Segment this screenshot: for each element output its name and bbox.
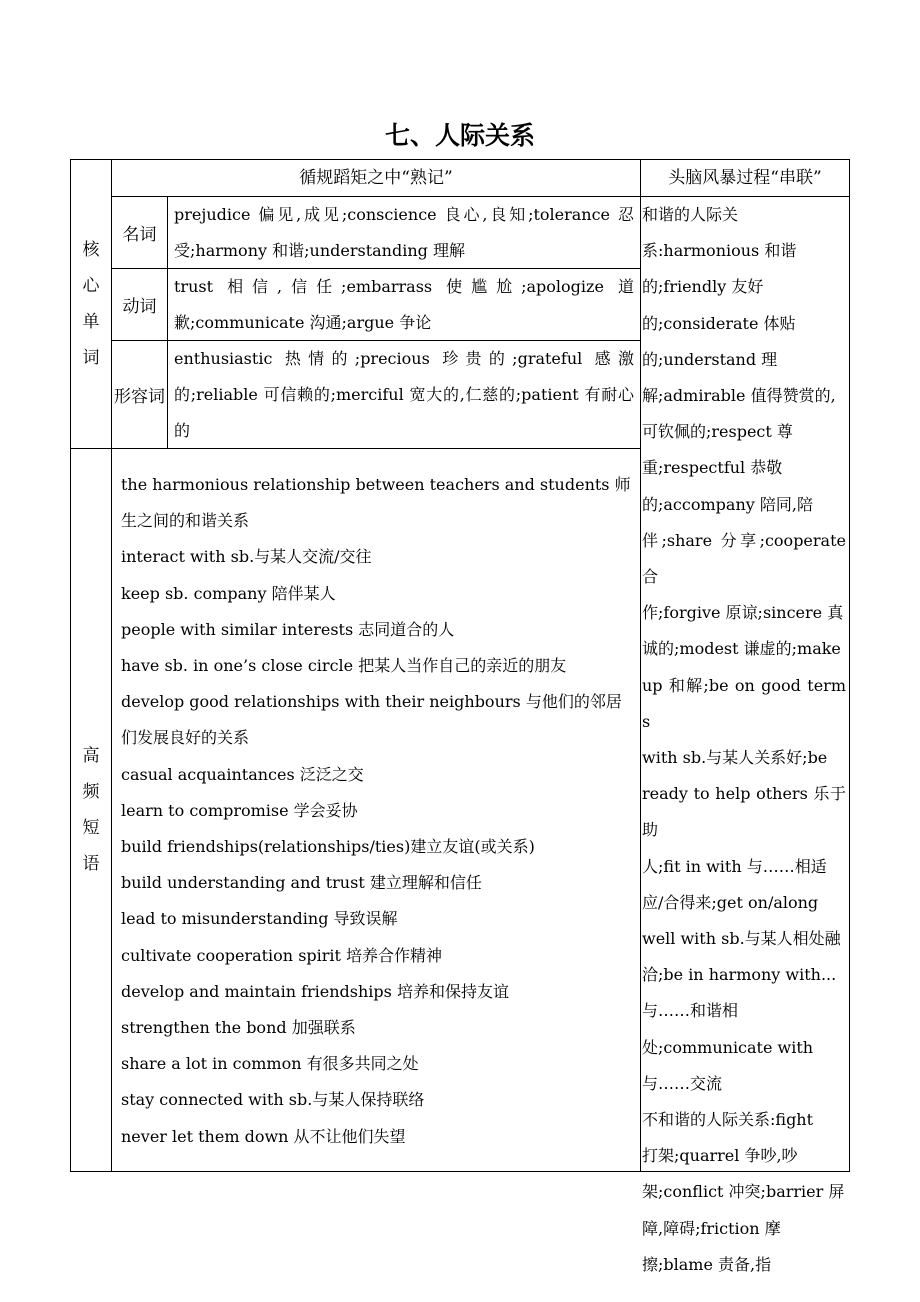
phrase-item: the harmonious relationship between teachers and students 师生之间的和谐关系	[121, 475, 631, 531]
pos-cell-verb	[112, 269, 167, 340]
phrase-item: build understanding and trust 建立理解和信任	[121, 873, 482, 893]
words-adjective-text: enthusiastic 热情的;precious 珍贵的;grateful 感激的;reliable 可信赖的;merciful 宽大的,仁慈的;patient 有耐心的	[174, 349, 634, 440]
phrase-item: never let them down 从不让他们失望	[121, 1126, 406, 1146]
brainstorm-line: 的;friendly 友好	[642, 277, 764, 297]
brainstorm-line: 处;communicate with	[642, 1037, 814, 1057]
brainstorm-line: 不和谐的人际关系:fight	[642, 1110, 814, 1130]
phrase-item: have sb. in one’s close circle 把某人当作自己的亲近的朋友	[121, 656, 567, 676]
brainstorm-line: up 和解;be on good terms	[642, 675, 846, 731]
phrase-item: keep sb. company 陪伴某人	[121, 583, 336, 603]
phrase-item: stay connected with sb.与某人保持联络	[121, 1090, 425, 1110]
brainstorm-line: 伴;share 分享;cooperate 合	[642, 530, 846, 587]
brainstorm-line: 的;understand 理	[642, 349, 778, 369]
table-border	[849, 159, 850, 1172]
phrase-item: develop and maintain friendships 培养和保持友谊	[121, 981, 509, 1001]
brainstorm-line: 解;admirable 值得赞赏的,	[642, 386, 836, 406]
brainstorm-line: 应/合得来;get on/along	[642, 892, 819, 912]
brainstorm-line: 障,障碍;friction 摩	[642, 1218, 781, 1238]
brainstorm-line: 擦;blame 责备,指	[642, 1254, 772, 1274]
page-title: 七、人际关系	[384, 121, 535, 150]
brainstorm-line: well with sb.与某人相处融	[642, 929, 841, 949]
phrases-label-cell	[71, 449, 111, 1171]
phrase-item: share a lot in common 有很多共同之处	[121, 1054, 419, 1074]
brainstorm-line: 和谐的人际关	[642, 205, 739, 224]
brainstorm-line: 与……和谐相	[642, 1001, 739, 1021]
phrase-item: strengthen the bond 加强联系	[121, 1018, 356, 1038]
words-noun-text: prejudice 偏见,成见;conscience 良心,良知;tolerance 忍受;harmony 和谐;understanding 理解	[174, 205, 634, 260]
phrase-item: lead to misunderstanding 导致误解	[121, 909, 398, 929]
core-words-label-cell	[71, 160, 111, 448]
brainstorm-line: 系:harmonious 和谐	[642, 241, 797, 261]
brainstorm-line: 作;forgive 原谅;sincere 真	[642, 603, 844, 623]
brainstorm-line: 与……交流	[642, 1073, 723, 1093]
brainstorm-line: 的;considerate 体贴	[642, 313, 796, 333]
brainstorm-line: 人;fit in with 与……相适	[642, 856, 827, 876]
brainstorm-line: ready to help others 乐于助	[642, 784, 846, 840]
phrase-item: learn to compromise 学会妥协	[121, 800, 358, 820]
pos-cell-adjective	[112, 341, 167, 448]
brainstorm-line: 重;respectful 恭敬	[642, 458, 783, 478]
words-adjective	[168, 341, 640, 448]
brainstorm-line: with sb.与某人关系好;be	[642, 748, 828, 768]
phrase-item: casual acquaintances 泛泛之交	[121, 764, 364, 784]
words-verb-text: trust 相信,信任;embarrass 使尴尬;apologize 道歉;communicate 沟通;argue 争论	[174, 277, 634, 332]
header-left	[112, 160, 640, 196]
phrase-item: cultivate cooperation spirit 培养合作精神	[121, 945, 443, 965]
header-right-label: 头脑风暴过程“串联”	[668, 168, 822, 188]
brainstorm-line: 打架;quarrel 争吵,吵	[642, 1146, 798, 1166]
words-noun	[168, 197, 640, 268]
brainstorm-line: 架;conflict 冲突;barrier 屏	[642, 1182, 845, 1202]
header-left-label: 循规蹈矩之中“熟记”	[299, 168, 453, 188]
brainstorm-line: 可钦佩的;respect 尊	[642, 422, 793, 442]
phrase-item: people with similar interests 志同道合的人	[121, 619, 455, 639]
table-border	[70, 448, 641, 449]
pos-label-noun: 名词	[122, 225, 157, 245]
header-right	[641, 160, 849, 196]
pos-cell-noun	[112, 197, 167, 268]
pos-label-verb: 动词	[122, 297, 157, 317]
pos-label-adjective: 形容词	[114, 387, 165, 407]
phrases-label: 高频短语	[82, 746, 100, 874]
core-words-label: 核心单词	[82, 240, 100, 368]
brainstorm-line: 的;accompany 陪同,陪	[642, 494, 813, 514]
phrase-item: build friendships(relationships/ties)建立友谊(或关系)	[121, 837, 535, 857]
phrase-list	[112, 467, 640, 1167]
phrase-item: interact with sb.与某人交流/交往	[121, 547, 372, 567]
brainstorm-line: 洽;be in harmony with...	[642, 965, 837, 985]
brainstorm-text	[641, 197, 849, 1274]
words-verb	[168, 269, 640, 340]
brainstorm-line: 诚的;modest 谦虚的;make	[642, 639, 841, 659]
phrase-item: develop good relationships with their neighbours 与他们的邻居们发展良好的关系	[121, 692, 622, 748]
